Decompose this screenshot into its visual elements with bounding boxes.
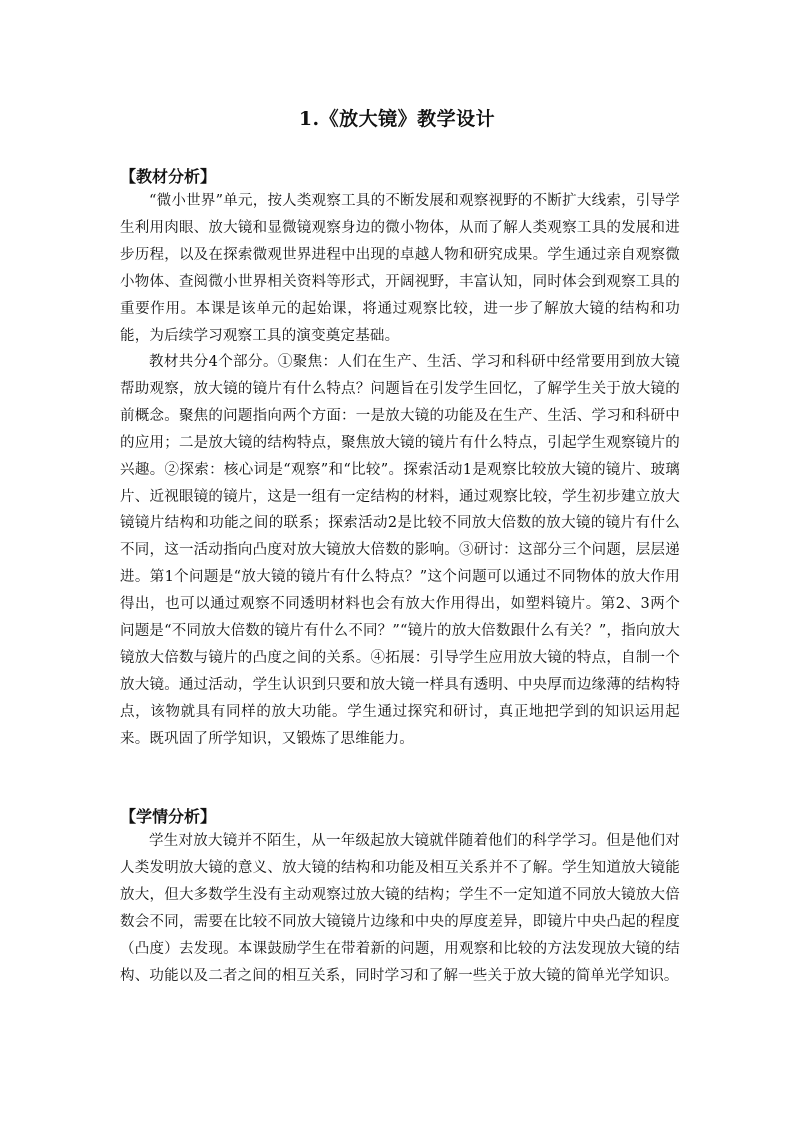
document-title: 1.《放大镜》教学设计	[298, 108, 496, 130]
student-analysis-paragraph-1: 学生对放大镜并不陌生，从一年级起放大镜就伴随着他们的科学学习。但是他们对人类发明放大镜的意义、放大镜的结构和功能及相互关系并不了解。学生知道放大镜能放大，但大多数学生没有主动观察过放大镜的结构；学生不一定知道不同放大镜放大倍数会不同，需要在比较不同放大镜镜片边缘和中央的厚度差异，即镜片中央凸起的程度（凸度）去发现。本课鼓励学生在带着新的问题，用观察和比较的方法发现放大镜的结构、功能以及二者之间的相互关系，同时学习和了解一些关于放大镜的简单光学知识。	[120, 833, 680, 984]
section-heading-textbook-analysis: 【教材分析】	[120, 167, 217, 186]
section-heading-student-analysis: 【学情分析】	[120, 807, 217, 826]
textbook-analysis-paragraph-1: “微小世界”单元，按人类观察工具的不断发展和观察视野的不断扩大线索，引导学生利用肉眼、放大镜和显微镜观察身边的微小物体，从而了解人类观察工具的发展和进步历程，以及在探索微观世界进程中出现的卓越人物和研究成果。学生通过亲自观察微小物体、查阅微小世界相关资料等形式，开阔视野，丰富认知，同时体会到观察工具的重要作用。本课是该单元的起始课，将通过观察比较，进一步了解放大镜的结构和功能，为后续学习观察工具的演变奠定基础。	[120, 193, 680, 344]
textbook-analysis-paragraph-2: 教材共分4个部分。①聚焦：人们在生产、生活、学习和科研中经常要用到放大镜帮助观察，放大镜的镜片有什么特点？问题旨在引发学生回忆，了解学生关于放大镜的前概念。聚焦的问题指向两个方面：一是放大镜的功能及在生产、生活、学习和科研中的应用；二是放大镜的结构特点，聚焦放大镜的镜片有什么特点，引起学生观察镜片的兴趣。②探索：核心词是“观察”和“比较”。探索活动1是观察比较放大镜的镜片、玻璃片、近视眼镜的镜片，这是一组有一定结构的材料，通过观察比较，学生初步建立放大镜镜片结构和功能之间的联系；探索活动2是比较不同放大倍数的放大镜的镜片有什么不同，这一活动指向凸度对放大镜放大倍数的影响。③研讨：这部分三个问题，层层递进。第1个问题是“放大镜的镜片有什么特点？”这个问题可以通过不同物体的放大作用得出，也可以通过观察不同透明材料也会有放大作用得出，如塑料镜片。第2、3两个问题是“不同放大倍数的镜片有什么不同？”“镜片的放大倍数跟什么有关？”，指向放大镜放大倍数与镜片的凸度之间的关系。④拓展：引导学生应用放大镜的特点，自制一个放大镜。通过活动，学生认识到只要和放大镜一样具有透明、中央厚而边缘薄的结构特点，该物就具有同样的放大功能。学生通过探究和研讨，真正地把学到的知识运用起来。既巩固了所学知识，又锻炼了思维能力。	[120, 354, 680, 747]
